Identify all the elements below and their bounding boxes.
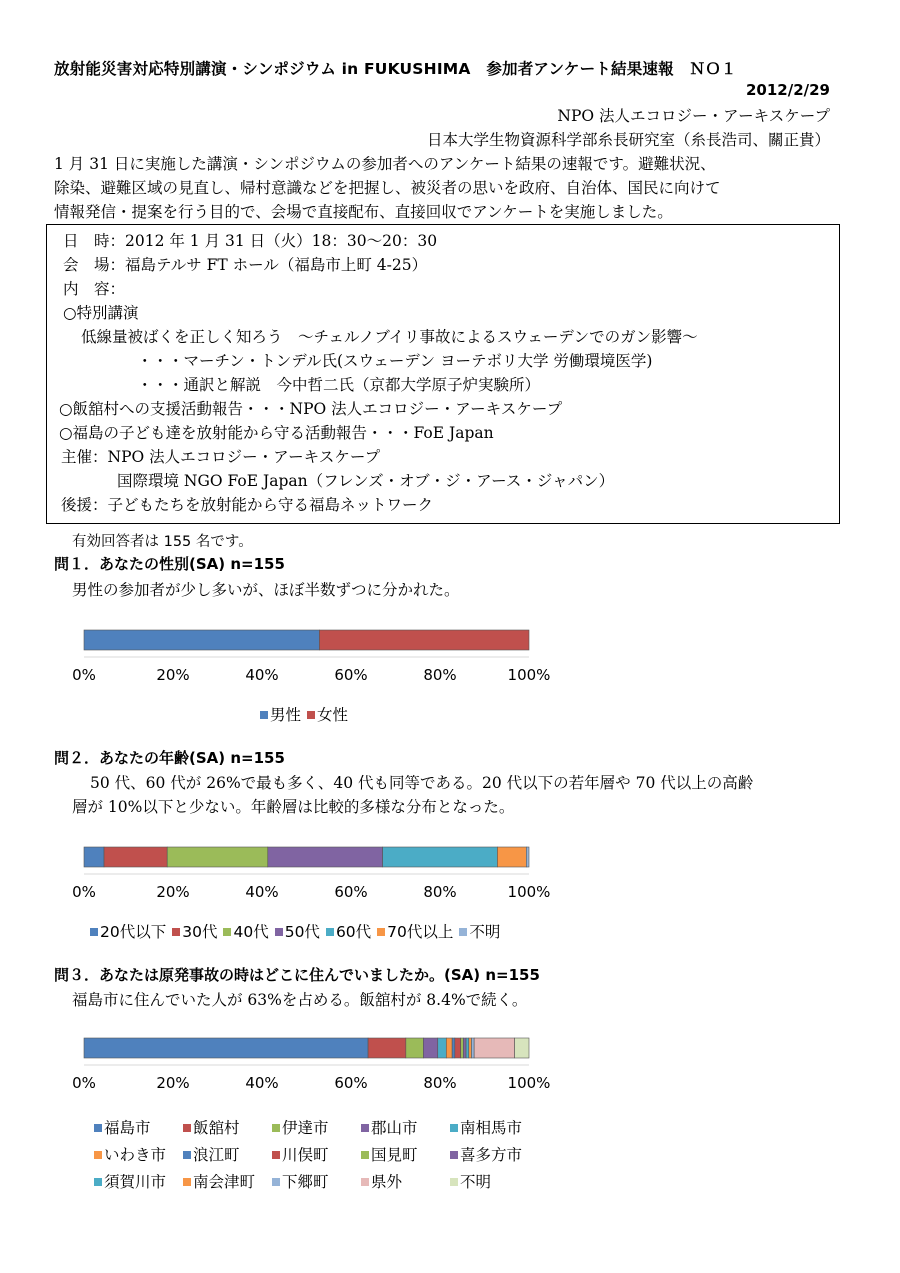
legend-label: 飯舘村 — [193, 1119, 240, 1137]
legend-item — [307, 703, 348, 725]
legend-swatch — [450, 1178, 458, 1186]
legend-item — [361, 1170, 450, 1192]
legend-row — [94, 1170, 539, 1197]
legend-item — [183, 1116, 272, 1138]
legend-label: 50代 — [284, 923, 320, 941]
legend-swatch — [275, 928, 283, 936]
bar-segment — [438, 1038, 447, 1058]
bar-segment — [474, 1038, 514, 1058]
legend-label: 男性 — [270, 706, 302, 724]
bar-segment — [446, 1038, 452, 1058]
q2-title: 問２．あなたの年齢(SA) n=155 — [54, 749, 285, 767]
x-tick-label: 80% — [423, 666, 457, 684]
legend-label: 40代 — [233, 923, 269, 941]
legend-item — [183, 1143, 272, 1165]
intro-line: 情報発信・提案を行う目的で、会場で直接配布、直接回収でアンケートを実施しました。 — [54, 203, 673, 221]
legend-swatch — [361, 1124, 369, 1132]
gender-chart — [0, 625, 900, 695]
legend-item — [361, 1116, 450, 1138]
bar-segment — [84, 630, 319, 650]
legend-item — [272, 1116, 361, 1138]
intro-paragraph — [54, 152, 844, 224]
q2-description: 層が 10%以下と少ない。年齢層は比較的多様な分布となった。 — [72, 798, 515, 816]
legend-item — [272, 1143, 361, 1165]
residence-chart — [0, 1033, 900, 1103]
bar-segment — [455, 1038, 461, 1058]
legend-label: 不明 — [469, 923, 501, 941]
x-tick-label: 20% — [156, 666, 190, 684]
q3-title: 問３．あなたは原発事故の時はどこに住んでいましたか。(SA) n=155 — [54, 966, 540, 984]
legend-label: 30代 — [182, 923, 218, 941]
bar-segment — [84, 1038, 368, 1058]
x-tick-label: 40% — [245, 883, 279, 901]
legend-row — [94, 1116, 539, 1143]
legend-swatch — [377, 928, 385, 936]
x-tick-label: 0% — [72, 883, 96, 901]
q3-description: 福島市に住んでいた人が 63%を占める。飯舘村が 8.4%で続く。 — [72, 991, 528, 1009]
q1-description: 男性の参加者が少し多いが、ほぼ半数ずつに分かれた。 — [72, 581, 460, 599]
bar-segment — [368, 1038, 406, 1058]
x-tick-label: 40% — [245, 666, 279, 684]
legend-label: 伊達市 — [282, 1119, 329, 1137]
legend-label: 喜多方市 — [460, 1146, 523, 1164]
lecture-title: 低線量被ばくを正しく知ろう ～チェルノブイリ事故によるスウェーデンでのガン影響～ — [81, 328, 698, 346]
legend-swatch — [272, 1178, 280, 1186]
event-content-label: 内 容： — [63, 280, 126, 298]
legend-swatch — [94, 1124, 102, 1132]
bar-segment — [515, 1038, 529, 1058]
document-title: 放射能災害対応特別講演・シンポジウム in FUKUSHIMA 参加者アンケート結果速報 ＮＯ１ — [54, 60, 737, 78]
legend-row — [260, 703, 354, 730]
legend-row — [94, 1143, 539, 1170]
x-tick-label: 100% — [507, 666, 551, 684]
legend-item — [260, 703, 301, 725]
legend-label: 川俣町 — [282, 1146, 329, 1164]
legend-swatch — [183, 1124, 191, 1132]
legend-swatch — [459, 928, 467, 936]
support-line: 後援：子どもたちを放射能から守る福島ネットワーク — [61, 496, 434, 514]
x-tick-label: 60% — [334, 1074, 368, 1092]
x-tick-label: 80% — [423, 883, 457, 901]
legend-item — [90, 920, 166, 942]
legend-swatch — [183, 1178, 191, 1186]
age-chart-legend — [90, 920, 506, 947]
lecture-speaker: ・・・マーチン・トンデル氏(スウェーデン ヨーテボリ大学 労働環境医学) — [137, 352, 653, 370]
legend-label: 国見町 — [371, 1146, 418, 1164]
legend-item — [450, 1170, 539, 1192]
q1-title: 問１．あなたの性別(SA) n=155 — [54, 555, 285, 573]
legend-label: 女性 — [317, 706, 349, 724]
legend-item — [361, 1143, 450, 1165]
legend-item — [377, 920, 453, 942]
legend-swatch — [450, 1151, 458, 1159]
host-line-2: 国際環境 NGO FoE Japan（フレンズ・オブ・ジ・アース・ジャパン） — [117, 472, 615, 490]
x-tick-label: 20% — [156, 883, 190, 901]
x-tick-label: 20% — [156, 1074, 190, 1092]
legend-label: 下郷町 — [282, 1173, 329, 1191]
bar-segment — [526, 847, 529, 867]
legend-swatch — [94, 1178, 102, 1186]
report-foe: ○福島の子ども達を放射能から守る活動報告・・・FoE Japan — [59, 424, 494, 442]
bar-segment — [423, 1038, 437, 1058]
intro-line: 除染、避難区域の見直し、帰村意識などを把握し、被災者の思いを政府、自治体、国民に向けて — [54, 179, 721, 197]
x-tick-label: 100% — [507, 883, 551, 901]
x-tick-label: 40% — [245, 1074, 279, 1092]
x-tick-label: 0% — [72, 666, 96, 684]
bar-segment — [461, 1038, 464, 1058]
legend-item — [275, 920, 320, 942]
legend-swatch — [223, 928, 231, 936]
legend-label: 南相馬市 — [460, 1119, 523, 1137]
q2-description: 50 代、60 代が 26%で最も多く、40 代も同等である。20 代以下の若年層や 70 代以上の高齢 — [90, 774, 754, 792]
legend-label: 不明 — [460, 1173, 492, 1191]
legend-swatch — [183, 1151, 191, 1159]
legend-label: 県外 — [371, 1173, 403, 1191]
legend-label: 郡山市 — [371, 1119, 418, 1137]
legend-item — [272, 1170, 361, 1192]
intro-line: 1 月 31 日に実施した講演・シンポジウムの参加者へのアンケート結果の速報です。避難状況、 — [54, 155, 716, 173]
lecture-heading: ○特別講演 — [63, 304, 139, 322]
legend-label: 福島市 — [104, 1119, 151, 1137]
legend-swatch — [361, 1178, 369, 1186]
x-tick-label: 60% — [334, 666, 368, 684]
legend-swatch — [450, 1124, 458, 1132]
legend-item — [326, 920, 371, 942]
legend-swatch — [326, 928, 334, 936]
legend-label: 浪江町 — [193, 1146, 240, 1164]
x-tick-label: 80% — [423, 1074, 457, 1092]
legend-swatch — [272, 1151, 280, 1159]
bar-segment — [104, 847, 167, 867]
legend-item — [172, 920, 217, 942]
event-venue: 会 場：福島テルサ FT ホール（福島市上町 4-25） — [63, 256, 428, 274]
legend-label: 南会津町 — [193, 1173, 256, 1191]
legend-swatch — [307, 711, 315, 719]
organization-name: NPO 法人エコロジー・アーキスケープ — [557, 107, 830, 125]
legend-swatch — [172, 928, 180, 936]
bar-segment — [497, 847, 526, 867]
age-chart — [0, 842, 900, 912]
bar-segment — [84, 847, 104, 867]
x-tick-label: 0% — [72, 1074, 96, 1092]
legend-swatch — [272, 1124, 280, 1132]
bar-segment — [471, 1038, 474, 1058]
legend-swatch — [361, 1151, 369, 1159]
legend-label: 70代以上 — [387, 923, 454, 941]
legend-item — [94, 1116, 183, 1138]
lab-name: 日本大学生物資源科学部糸長研究室（糸長浩司、關正貴） — [426, 131, 830, 149]
gender-chart-legend — [260, 703, 354, 730]
legend-item — [450, 1143, 539, 1165]
bar-segment — [383, 847, 498, 867]
legend-label: いわき市 — [104, 1146, 167, 1164]
legend-swatch — [260, 711, 268, 719]
bar-segment — [452, 1038, 455, 1058]
bar-segment — [167, 847, 268, 867]
legend-label: 20代以下 — [100, 923, 167, 941]
legend-label: 須賀川市 — [104, 1173, 167, 1191]
x-tick-label: 60% — [334, 883, 368, 901]
legend-item — [94, 1143, 183, 1165]
legend-item — [459, 920, 500, 942]
event-info-box — [46, 224, 840, 524]
document-date: 2012/2/29 — [745, 81, 830, 99]
x-tick-label: 100% — [507, 1074, 551, 1092]
bar-segment — [319, 630, 529, 650]
legend-item — [183, 1170, 272, 1192]
legend-item — [223, 920, 268, 942]
bar-segment — [469, 1038, 472, 1058]
report-iitate: ○飯舘村への支援活動報告・・・NPO 法人エコロジー・アーキスケープ — [59, 400, 563, 418]
legend-swatch — [94, 1151, 102, 1159]
event-datetime: 日 時：2012 年 1 月 31 日（火）18：30～20：30 — [63, 232, 438, 250]
residence-chart-legend — [94, 1116, 539, 1197]
bar-segment — [268, 847, 383, 867]
bar-segment — [466, 1038, 469, 1058]
legend-label: 60代 — [335, 923, 372, 941]
bar-segment — [406, 1038, 424, 1058]
legend-swatch — [90, 928, 98, 936]
legend-item — [94, 1170, 183, 1192]
lecture-interpreter: ・・・通訳と解説 今中哲二氏（京都大学原子炉実験所） — [137, 376, 541, 394]
valid-responses: 有効回答者は 155 名です。 — [72, 534, 253, 550]
bar-segment — [463, 1038, 466, 1058]
legend-item — [450, 1116, 539, 1138]
legend-row — [90, 920, 506, 947]
host-line: 主催：NPO 法人エコロジー・アーキスケープ — [61, 448, 381, 466]
